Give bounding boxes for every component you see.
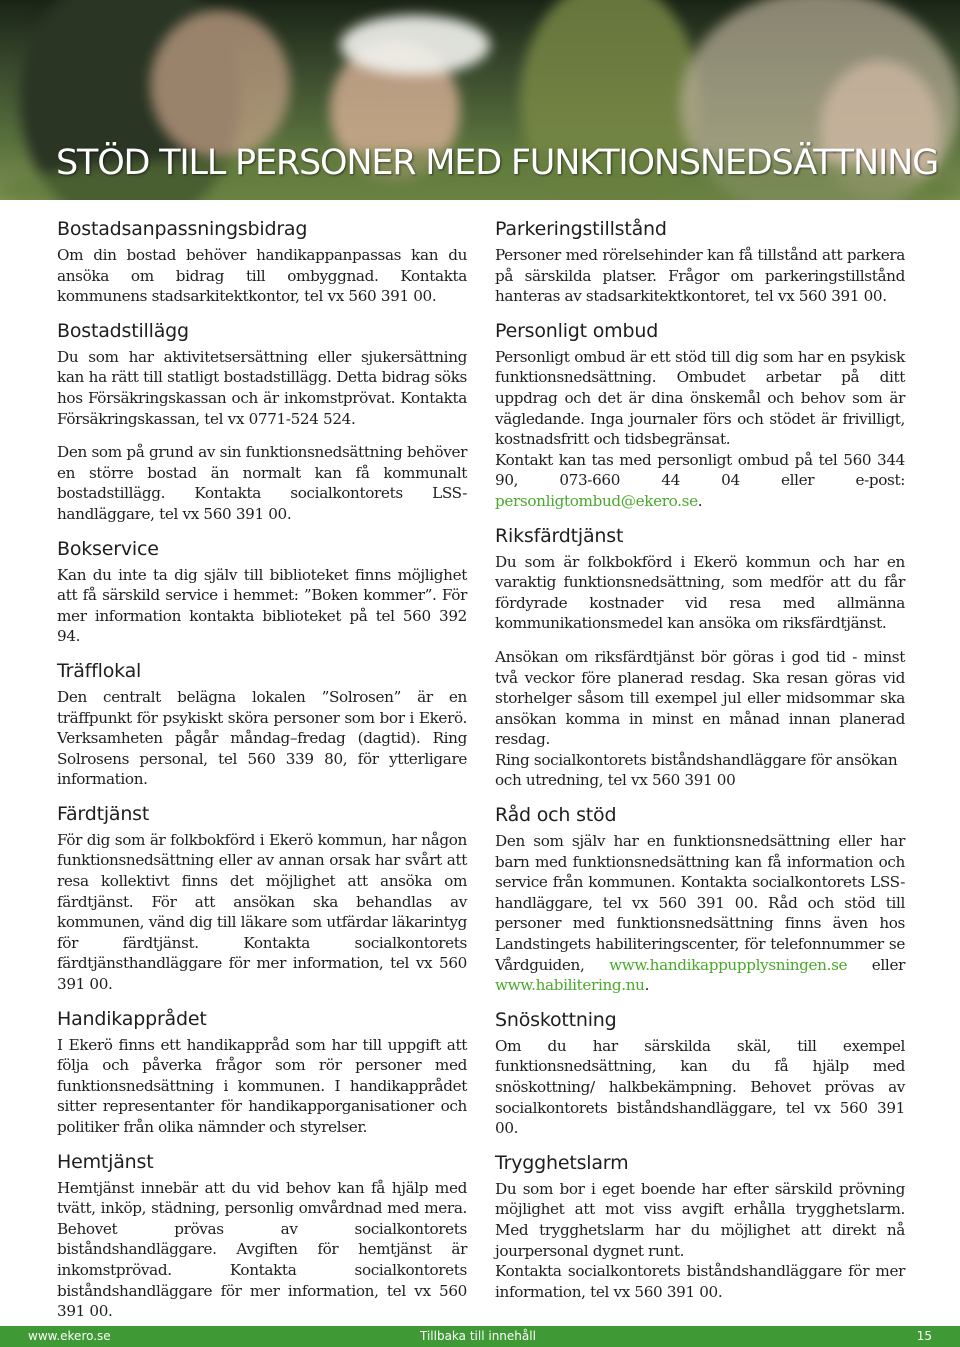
section-text: Ring socialkontorets biståndshandläggare för ansökan och utredning, tel vx 560 391 00 — [495, 750, 898, 790]
section-bostadsanpassningsbidrag — [57, 218, 467, 307]
section-text: Hemtjänst innebär att du vid behov kan få hjälp med tvätt, inköp, städning, personlig omvårdnad med mera. Behovet prövas av socialkontorets biståndshandläggare. Avgiften för hemtjänst är inkomstprövad. Kontakta socialkontorets biståndshandläggare för mer information, tel vx 560 391 00. — [57, 1178, 467, 1321]
section-heading: Hemtjänst — [57, 1150, 154, 1173]
section-trafflokal — [57, 660, 467, 790]
section-text — [495, 831, 905, 996]
left-column — [57, 218, 467, 1335]
website-link[interactable]: www.ekero.se — [28, 1329, 111, 1343]
section-text: Du som har aktivitetsersättning eller sjukersättning kan ha rätt till statligt bostadstillägg. Detta bidrag söks hos Försäkringskassan och är inkomstprövat. Kontakta Försäkringskassan, tel vx 0771-524 524. — [57, 347, 467, 428]
section-heading: Trygghetslarm — [495, 1151, 629, 1174]
page-title: STÖD TILL PERSONER MED FUNKTIONSNEDSÄTTNING — [56, 143, 938, 183]
back-to-contents-link[interactable]: Tillbaka till innehåll — [420, 1329, 536, 1343]
section-heading: Handikapprådet — [57, 1007, 207, 1030]
section-heading: Träfflokal — [57, 659, 142, 682]
section-text: Om din bostad behöver handikappanpassas kan du ansöka om bidrag till ombyggnad. Kontakta kommunens stadsarkitektkontor, tel vx 560 391 00. — [57, 246, 467, 306]
section-text: Personer med rörelsehinder kan få tillstånd att parkera på särskilda platser. Frågor om parkeringstillstånd hanteras av stadsarkitektkontoret, tel vx 560 391 00. — [495, 246, 905, 306]
section-heading: Parkeringstillstånd — [495, 218, 667, 240]
section-heading: Snöskottning — [495, 1008, 617, 1031]
section-heading: Råd och stöd — [495, 804, 617, 827]
section-text — [495, 450, 905, 512]
section-fardtjanst — [57, 803, 467, 995]
section-text: Du som är folkbokförd i Ekerö kommun och har en varaktig funktionsnedsättning, som medför att du får fördyrade kostnader vid resa med allmänna kommunikationsmedel kan ansöka om riksfärdtjänst. — [495, 552, 905, 633]
rad-text: Den som själv har en funktionsnedsättning eller har barn med funktionsnedsättning kan få information och service från kommunen. Kontakta socialkontorets LSS-handläggare, tel vx 560 391 00. Råd och stöd till personer med funktionsnedsättning finns även hos Landstingets habiliteringscenter, för telefonnummer se Vårdguiden, — [495, 832, 905, 974]
section-snoskottning — [495, 1009, 905, 1139]
section-text: Ansökan om riksfärdtjänst bör göras i god tid - minst två veckor före planerad resdag. Ska resan göras vid storhelger såsom till exempel jul eller midsommar ska ansökan komma in minst en månad innan planerad resdag. — [495, 647, 905, 749]
section-parkeringstillstand — [495, 218, 905, 307]
section-heading: Färdtjänst — [57, 802, 150, 825]
section-text: I Ekerö finns ett handikappråd som har till uppgift att följa och påverka frågor som rör personer med funktionsnedsättning i kommunen. I handikapprådet sitter representanter för handikapporganisationer och politiker från olika nämnder och styrelser. — [57, 1035, 467, 1136]
section-text: Kan du inte ta dig själv till biblioteket finns möjlighet att få särskild service i hemmet: ”Boken kommer”. För mer information kontakta biblioteket på tel 560 392 94. — [57, 565, 467, 646]
hero-photo — [0, 0, 960, 200]
contact-text: Kontakt kan tas med personligt ombud på tel 560 344 90, 073-660 44 04 eller e-post: — [495, 450, 905, 490]
section-text: Den centralt belägna lokalen ”Solrosen” är en träffpunkt för psykiskt sköra personer som bor i Ekerö. Verksamheten pågår måndag–fredag (dagtid). Ring Solrosens personal, tel 560 339 80, för ytterligare information. — [57, 687, 467, 789]
handikappupplysningen-link[interactable]: www.handikappupplysningen.se — [609, 955, 848, 974]
rad-mid: eller — [847, 955, 905, 974]
section-heading: Bokservice — [57, 537, 159, 560]
section-trygghetslarm — [495, 1152, 905, 1303]
email-link[interactable]: personligtombud@ekero.se — [495, 491, 698, 510]
rad-end: . — [644, 976, 650, 995]
section-heading: Riksfärdtjänst — [495, 524, 624, 547]
section-rad-och-stod — [495, 804, 905, 996]
footer-bar — [0, 1326, 960, 1347]
section-text: Kontakta socialkontorets biståndshandläggare för mer information, tel vx 560 391 00. — [495, 1262, 905, 1301]
period: . — [697, 491, 703, 510]
section-text: Personligt ombud är ett stöd till dig som har en psykisk funktionsnedsättning. Ombudet arbetar på ditt uppdrag och det är dina önskemål och behov som är vägledande. Inga journaler förs och stödet är frivilligt, kostnadsfritt och tidsbegränsat. — [495, 347, 905, 449]
right-column — [495, 218, 905, 1315]
section-text: Om du har särskilda skäl, till exempel funktionsnedsättning, kan du få hjälp med snöskottning/ halkbekämpning. Behovet prövas av socialkontorets biståndshandläggare, tel vx 560 391 00. — [495, 1036, 905, 1138]
section-bokservice — [57, 538, 467, 647]
page-number: 15 — [916, 1329, 932, 1343]
section-text: Du som bor i eget boende har efter särskild prövning möjlighet att mot viss avgift erhålla trygghetslarm. Med trygghetslarm har du möjlighet att direkt nå jourpersonal dygnet runt. — [495, 1179, 905, 1260]
section-text: Den som på grund av sin funktionsnedsättning behöver en större bostad än normalt kan få kommunalt bostadstillägg. Kontakta socialkontorets LSS-handläggare, tel vx 560 391 00. — [57, 443, 467, 523]
section-handikappradet — [57, 1008, 467, 1138]
section-heading: Personligt ombud — [495, 319, 659, 342]
section-riksfardtjanst — [495, 525, 905, 792]
habilitering-link[interactable]: www.habilitering.nu — [495, 976, 645, 995]
section-hemtjanst — [57, 1151, 467, 1322]
section-bostadstillagg — [57, 320, 467, 525]
section-personligt-ombud — [495, 320, 905, 512]
section-heading: Bostadstillägg — [57, 319, 189, 342]
section-heading: Bostadsanpassningsbidrag — [57, 218, 308, 240]
section-text: För dig som är folkbokförd i Ekerö kommun, har någon funktionsnedsättning eller av annan orsak har svårt att resa kollektivt finns det möjlighet att ansöka om färdtjänst. För att ansökan ska behandlas av kommunen, vänd dig till läkare som utfärdar läkarintyg för färdtjänst. Kontakta socialkontorets färdtjänsthandläggare för mer information, tel vx 560 391 00. — [57, 830, 467, 994]
